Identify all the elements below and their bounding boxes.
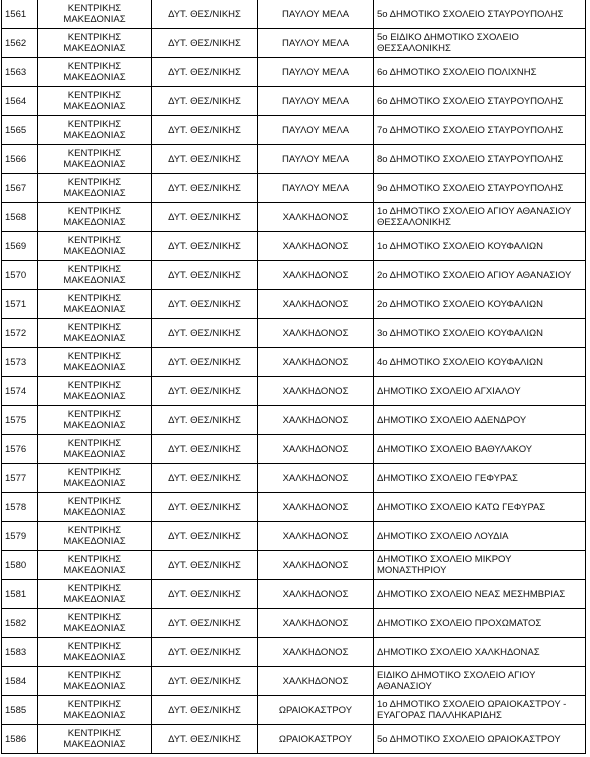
subregion-cell: ΔΥΤ. ΘΕΣ/ΝΙΚΗΣ [152,464,258,493]
table-row [2,609,586,638]
municipality-cell: ΧΑΛΚΗΔΟΝΟΣ [258,435,374,464]
region-cell: ΚΕΝΤΡΙΚΗΣ ΜΑΚΕΔΟΝΙΑΣ [38,493,152,522]
table-row [2,232,586,261]
subregion-cell: ΔΥΤ. ΘΕΣ/ΝΙΚΗΣ [152,667,258,696]
school-name-cell: ΔΗΜΟΤΙΚΟ ΣΧΟΛΕΙΟ ΧΑΛΚΗΔΟΝΑΣ [374,638,586,667]
school-name-cell: 8ο ΔΗΜΟΤΙΚΟ ΣΧΟΛΕΙΟ ΣΤΑΥΡΟΥΠΟΛΗΣ [374,145,586,174]
row-number-cell: 1586 [2,725,38,754]
municipality-cell: ΧΑΛΚΗΔΟΝΟΣ [258,290,374,319]
table-row [2,145,586,174]
school-name-cell: 4ο ΔΗΜΟΤΙΚΟ ΣΧΟΛΕΙΟ ΚΟΥΦΑΛΙΩΝ [374,348,586,377]
table-row [2,319,586,348]
row-number-cell: 1583 [2,638,38,667]
subregion-cell: ΔΥΤ. ΘΕΣ/ΝΙΚΗΣ [152,638,258,667]
region-cell: ΚΕΝΤΡΙΚΗΣ ΜΑΚΕΔΟΝΙΑΣ [38,116,152,145]
school-name-cell: 5ο ΔΗΜΟΤΙΚΟ ΣΧΟΛΕΙΟ ΣΤΑΥΡΟΥΠΟΛΗΣ [374,0,586,29]
municipality-cell: ΠΑΥΛΟΥ ΜΕΛΑ [258,116,374,145]
subregion-cell: ΔΥΤ. ΘΕΣ/ΝΙΚΗΣ [152,116,258,145]
row-number-cell: 1584 [2,667,38,696]
region-cell: ΚΕΝΤΡΙΚΗΣ ΜΑΚΕΔΟΝΙΑΣ [38,29,152,58]
row-number-cell: 1580 [2,551,38,580]
row-number-cell: 1561 [2,0,38,29]
table-row [2,725,586,754]
municipality-cell: ΠΑΥΛΟΥ ΜΕΛΑ [258,174,374,203]
municipality-cell: ΠΑΥΛΟΥ ΜΕΛΑ [258,87,374,116]
region-cell: ΚΕΝΤΡΙΚΗΣ ΜΑΚΕΔΟΝΙΑΣ [38,174,152,203]
municipality-cell: ΧΑΛΚΗΔΟΝΟΣ [258,609,374,638]
table-row [2,696,586,725]
table-row [2,551,586,580]
row-number-cell: 1576 [2,435,38,464]
municipality-cell: ΧΑΛΚΗΔΟΝΟΣ [258,580,374,609]
school-name-cell: ΔΗΜΟΤΙΚΟ ΣΧΟΛΕΙΟ ΓΕΦΥΡΑΣ [374,464,586,493]
row-number-cell: 1574 [2,377,38,406]
municipality-cell: ΧΑΛΚΗΔΟΝΟΣ [258,406,374,435]
subregion-cell: ΔΥΤ. ΘΕΣ/ΝΙΚΗΣ [152,580,258,609]
row-number-cell: 1581 [2,580,38,609]
subregion-cell: ΔΥΤ. ΘΕΣ/ΝΙΚΗΣ [152,29,258,58]
table-row [2,87,586,116]
school-name-cell: 2ο ΔΗΜΟΤΙΚΟ ΣΧΟΛΕΙΟ ΑΓΙΟΥ ΑΘΑΝΑΣΙΟΥ [374,261,586,290]
table-row [2,174,586,203]
table-row [2,667,586,696]
subregion-cell: ΔΥΤ. ΘΕΣ/ΝΙΚΗΣ [152,319,258,348]
table-row [2,522,586,551]
row-number-cell: 1562 [2,29,38,58]
row-number-cell: 1563 [2,58,38,87]
subregion-cell: ΔΥΤ. ΘΕΣ/ΝΙΚΗΣ [152,377,258,406]
row-number-cell: 1569 [2,232,38,261]
municipality-cell: ΧΑΛΚΗΔΟΝΟΣ [258,551,374,580]
subregion-cell: ΔΥΤ. ΘΕΣ/ΝΙΚΗΣ [152,696,258,725]
table-row [2,203,586,232]
subregion-cell: ΔΥΤ. ΘΕΣ/ΝΙΚΗΣ [152,0,258,29]
subregion-cell: ΔΥΤ. ΘΕΣ/ΝΙΚΗΣ [152,522,258,551]
region-cell: ΚΕΝΤΡΙΚΗΣ ΜΑΚΕΔΟΝΙΑΣ [38,522,152,551]
subregion-cell: ΔΥΤ. ΘΕΣ/ΝΙΚΗΣ [152,87,258,116]
table-row [2,464,586,493]
table-row [2,638,586,667]
school-name-cell: 1ο ΔΗΜΟΤΙΚΟ ΣΧΟΛΕΙΟ ΑΓΙΟΥ ΑΘΑΝΑΣΙΟΥ ΘΕΣΣΑΛΟΝΙΚΗΣ [374,203,586,232]
region-cell: ΚΕΝΤΡΙΚΗΣ ΜΑΚΕΔΟΝΙΑΣ [38,725,152,754]
region-cell: ΚΕΝΤΡΙΚΗΣ ΜΑΚΕΔΟΝΙΑΣ [38,551,152,580]
municipality-cell: ΧΑΛΚΗΔΟΝΟΣ [258,261,374,290]
subregion-cell: ΔΥΤ. ΘΕΣ/ΝΙΚΗΣ [152,348,258,377]
subregion-cell: ΔΥΤ. ΘΕΣ/ΝΙΚΗΣ [152,58,258,87]
subregion-cell: ΔΥΤ. ΘΕΣ/ΝΙΚΗΣ [152,609,258,638]
municipality-cell: ΧΑΛΚΗΔΟΝΟΣ [258,667,374,696]
school-name-cell: ΔΗΜΟΤΙΚΟ ΣΧΟΛΕΙΟ ΚΑΤΩ ΓΕΦΥΡΑΣ [374,493,586,522]
region-cell: ΚΕΝΤΡΙΚΗΣ ΜΑΚΕΔΟΝΙΑΣ [38,638,152,667]
subregion-cell: ΔΥΤ. ΘΕΣ/ΝΙΚΗΣ [152,551,258,580]
row-number-cell: 1578 [2,493,38,522]
municipality-cell: ΠΑΥΛΟΥ ΜΕΛΑ [258,29,374,58]
municipality-cell: ΧΑΛΚΗΔΟΝΟΣ [258,377,374,406]
municipality-cell: ΠΑΥΛΟΥ ΜΕΛΑ [258,0,374,29]
region-cell: ΚΕΝΤΡΙΚΗΣ ΜΑΚΕΔΟΝΙΑΣ [38,203,152,232]
row-number-cell: 1565 [2,116,38,145]
region-cell: ΚΕΝΤΡΙΚΗΣ ΜΑΚΕΔΟΝΙΑΣ [38,232,152,261]
region-cell: ΚΕΝΤΡΙΚΗΣ ΜΑΚΕΔΟΝΙΑΣ [38,0,152,29]
region-cell: ΚΕΝΤΡΙΚΗΣ ΜΑΚΕΔΟΝΙΑΣ [38,87,152,116]
subregion-cell: ΔΥΤ. ΘΕΣ/ΝΙΚΗΣ [152,725,258,754]
school-name-cell: 7ο ΔΗΜΟΤΙΚΟ ΣΧΟΛΕΙΟ ΣΤΑΥΡΟΥΠΟΛΗΣ [374,116,586,145]
school-name-cell: ΔΗΜΟΤΙΚΟ ΣΧΟΛΕΙΟ ΠΡΟΧΩΜΑΤΟΣ [374,609,586,638]
row-number-cell: 1579 [2,522,38,551]
subregion-cell: ΔΥΤ. ΘΕΣ/ΝΙΚΗΣ [152,232,258,261]
municipality-cell: ΩΡΑΙΟΚΑΣΤΡΟΥ [258,696,374,725]
table-row [2,261,586,290]
region-cell: ΚΕΝΤΡΙΚΗΣ ΜΑΚΕΔΟΝΙΑΣ [38,435,152,464]
municipality-cell: ΧΑΛΚΗΔΟΝΟΣ [258,522,374,551]
table-row [2,290,586,319]
municipality-cell: ΩΡΑΙΟΚΑΣΤΡΟΥ [258,725,374,754]
subregion-cell: ΔΥΤ. ΘΕΣ/ΝΙΚΗΣ [152,290,258,319]
school-name-cell: ΕΙΔΙΚΟ ΔΗΜΟΤΙΚΟ ΣΧΟΛΕΙΟ ΑΓΙΟΥ ΑΘΑΝΑΣΙΟΥ [374,667,586,696]
region-cell: ΚΕΝΤΡΙΚΗΣ ΜΑΚΕΔΟΝΙΑΣ [38,696,152,725]
table-row [2,580,586,609]
region-cell: ΚΕΝΤΡΙΚΗΣ ΜΑΚΕΔΟΝΙΑΣ [38,667,152,696]
subregion-cell: ΔΥΤ. ΘΕΣ/ΝΙΚΗΣ [152,174,258,203]
municipality-cell: ΧΑΛΚΗΔΟΝΟΣ [258,203,374,232]
row-number-cell: 1575 [2,406,38,435]
school-name-cell: 1ο ΔΗΜΟΤΙΚΟ ΣΧΟΛΕΙΟ ΩΡΑΙΟΚΑΣΤΡΟΥ - ΕΥΑΓΟΡΑΣ ΠΑΛΛΗΚΑΡΙΔΗΣ [374,696,586,725]
region-cell: ΚΕΝΤΡΙΚΗΣ ΜΑΚΕΔΟΝΙΑΣ [38,406,152,435]
region-cell: ΚΕΝΤΡΙΚΗΣ ΜΑΚΕΔΟΝΙΑΣ [38,145,152,174]
row-number-cell: 1572 [2,319,38,348]
municipality-cell: ΧΑΛΚΗΔΟΝΟΣ [258,232,374,261]
table-row [2,406,586,435]
municipality-cell: ΧΑΛΚΗΔΟΝΟΣ [258,348,374,377]
region-cell: ΚΕΝΤΡΙΚΗΣ ΜΑΚΕΔΟΝΙΑΣ [38,609,152,638]
region-cell: ΚΕΝΤΡΙΚΗΣ ΜΑΚΕΔΟΝΙΑΣ [38,348,152,377]
row-number-cell: 1570 [2,261,38,290]
school-name-cell: 6ο ΔΗΜΟΤΙΚΟ ΣΧΟΛΕΙΟ ΠΟΛΙΧΝΗΣ [374,58,586,87]
schools-table [1,0,586,754]
region-cell: ΚΕΝΤΡΙΚΗΣ ΜΑΚΕΔΟΝΙΑΣ [38,319,152,348]
municipality-cell: ΠΑΥΛΟΥ ΜΕΛΑ [258,58,374,87]
municipality-cell: ΧΑΛΚΗΔΟΝΟΣ [258,493,374,522]
school-name-cell: ΔΗΜΟΤΙΚΟ ΣΧΟΛΕΙΟ ΛΟΥΔΙΑ [374,522,586,551]
region-cell: ΚΕΝΤΡΙΚΗΣ ΜΑΚΕΔΟΝΙΑΣ [38,377,152,406]
row-number-cell: 1585 [2,696,38,725]
table-row [2,435,586,464]
region-cell: ΚΕΝΤΡΙΚΗΣ ΜΑΚΕΔΟΝΙΑΣ [38,290,152,319]
school-name-cell: 3ο ΔΗΜΟΤΙΚΟ ΣΧΟΛΕΙΟ ΚΟΥΦΑΛΙΩΝ [374,319,586,348]
school-name-cell: ΔΗΜΟΤΙΚΟ ΣΧΟΛΕΙΟ ΑΔΕΝΔΡΟΥ [374,406,586,435]
row-number-cell: 1582 [2,609,38,638]
schools-table-body [2,0,586,754]
subregion-cell: ΔΥΤ. ΘΕΣ/ΝΙΚΗΣ [152,406,258,435]
municipality-cell: ΧΑΛΚΗΔΟΝΟΣ [258,464,374,493]
school-name-cell: 9ο ΔΗΜΟΤΙΚΟ ΣΧΟΛΕΙΟ ΣΤΑΥΡΟΥΠΟΛΗΣ [374,174,586,203]
subregion-cell: ΔΥΤ. ΘΕΣ/ΝΙΚΗΣ [152,493,258,522]
region-cell: ΚΕΝΤΡΙΚΗΣ ΜΑΚΕΔΟΝΙΑΣ [38,58,152,87]
table-row [2,493,586,522]
row-number-cell: 1568 [2,203,38,232]
school-name-cell: 2ο ΔΗΜΟΤΙΚΟ ΣΧΟΛΕΙΟ ΚΟΥΦΑΛΙΩΝ [374,290,586,319]
municipality-cell: ΠΑΥΛΟΥ ΜΕΛΑ [258,145,374,174]
school-name-cell: ΔΗΜΟΤΙΚΟ ΣΧΟΛΕΙΟ ΒΑΘΥΛΑΚΟΥ [374,435,586,464]
table-row [2,29,586,58]
row-number-cell: 1567 [2,174,38,203]
school-name-cell: 6ο ΔΗΜΟΤΙΚΟ ΣΧΟΛΕΙΟ ΣΤΑΥΡΟΥΠΟΛΗΣ [374,87,586,116]
subregion-cell: ΔΥΤ. ΘΕΣ/ΝΙΚΗΣ [152,261,258,290]
school-name-cell: ΔΗΜΟΤΙΚΟ ΣΧΟΛΕΙΟ ΜΙΚΡΟΥ ΜΟΝΑΣΤΗΡΙΟΥ [374,551,586,580]
row-number-cell: 1573 [2,348,38,377]
municipality-cell: ΧΑΛΚΗΔΟΝΟΣ [258,638,374,667]
school-name-cell: 1ο ΔΗΜΟΤΙΚΟ ΣΧΟΛΕΙΟ ΚΟΥΦΑΛΙΩΝ [374,232,586,261]
school-name-cell: ΔΗΜΟΤΙΚΟ ΣΧΟΛΕΙΟ ΝΕΑΣ ΜΕΣΗΜΒΡΙΑΣ [374,580,586,609]
row-number-cell: 1566 [2,145,38,174]
subregion-cell: ΔΥΤ. ΘΕΣ/ΝΙΚΗΣ [152,435,258,464]
school-name-cell: 5ο ΕΙΔΙΚΟ ΔΗΜΟΤΙΚΟ ΣΧΟΛΕΙΟ ΘΕΣΣΑΛΟΝΙΚΗΣ [374,29,586,58]
row-number-cell: 1577 [2,464,38,493]
region-cell: ΚΕΝΤΡΙΚΗΣ ΜΑΚΕΔΟΝΙΑΣ [38,580,152,609]
row-number-cell: 1564 [2,87,38,116]
region-cell: ΚΕΝΤΡΙΚΗΣ ΜΑΚΕΔΟΝΙΑΣ [38,464,152,493]
subregion-cell: ΔΥΤ. ΘΕΣ/ΝΙΚΗΣ [152,145,258,174]
table-row [2,377,586,406]
municipality-cell: ΧΑΛΚΗΔΟΝΟΣ [258,319,374,348]
table-row [2,116,586,145]
table-row [2,0,586,29]
row-number-cell: 1571 [2,290,38,319]
table-row [2,58,586,87]
school-name-cell: 5ο ΔΗΜΟΤΙΚΟ ΣΧΟΛΕΙΟ ΩΡΑΙΟΚΑΣΤΡΟΥ [374,725,586,754]
subregion-cell: ΔΥΤ. ΘΕΣ/ΝΙΚΗΣ [152,203,258,232]
school-name-cell: ΔΗΜΟΤΙΚΟ ΣΧΟΛΕΙΟ ΑΓΧΙΑΛΟΥ [374,377,586,406]
table-row [2,348,586,377]
region-cell: ΚΕΝΤΡΙΚΗΣ ΜΑΚΕΔΟΝΙΑΣ [38,261,152,290]
